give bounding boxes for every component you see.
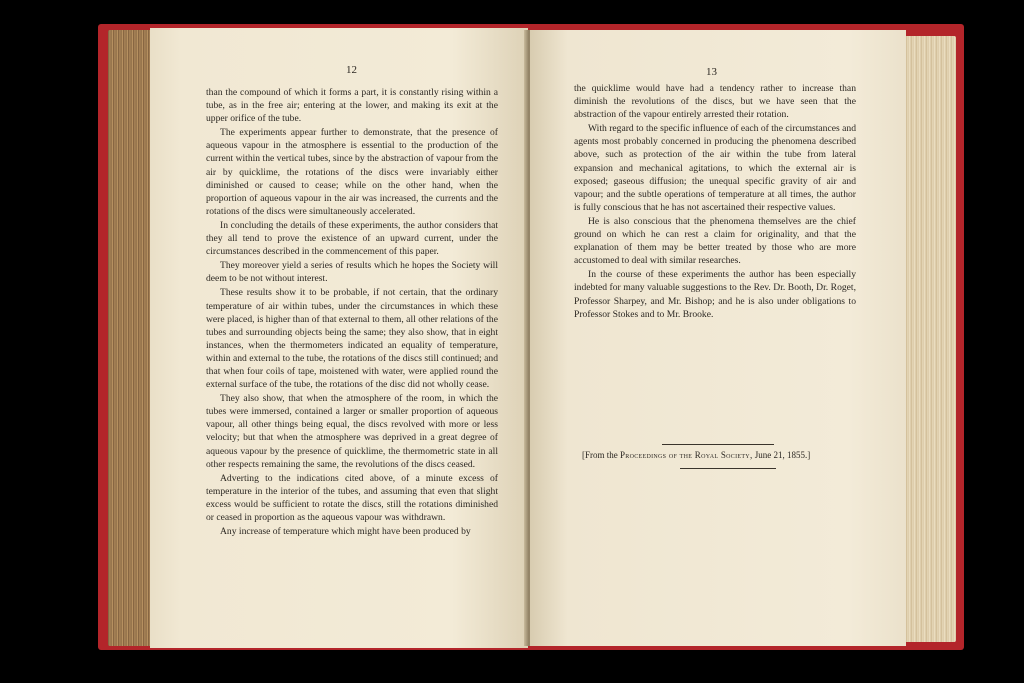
right-page-text <box>574 82 856 321</box>
paragraph: Adverting to the indications cited above, of a minute excess of temperature in the interior of the tubes, and assuming that even that slight excess would be sufficient to rotate the discs, still the rotations diminished or ceased in proportion as the aqueous vapour was withdrawn. <box>206 472 498 523</box>
page-number: 13 <box>706 66 717 78</box>
paragraph: than the compound of which it forms a part, it is constantly rising within a tube, as in the free air; entering at the lower, and making its exit at the upper orifice of the tube. <box>206 87 498 125</box>
paragraph: Any increase of temperature which might have been produced by <box>220 526 471 538</box>
left-page <box>150 28 528 648</box>
source-footnote <box>582 450 862 460</box>
paragraph: These results show it to be probable, if not certain, that the ordinary temperature of air within tubes, under the circumstances in which these were placed, is higher than of that external to them, all other relations of the tubes and surrounding objects being the same; they also show, that in eight instances, when the thermometers indicated an equality of temperature, within and external to the tube, the rotations of the discs still continued; and that when four coils of tape, moistened with water, were applied round the external surface of the tube, the rotations of the disc did not wholly cease. <box>206 287 498 391</box>
paragraph: They also show, that when the atmosphere of the room, in which the tubes were immersed, contained a larger or smaller proportion of aqueous vapour, all other things being equal, the discs revolved with more or less velocity; but that when the atmosphere was deprived in a great degree of aqueous vapour by the presence of quicklime, the thermometric state in all other respects remaining the same, the revolutions of the discs ceased. <box>206 393 498 470</box>
right-page <box>530 30 906 646</box>
paragraph: With regard to the specific influence of each of the circumstances and agents most probably concerned in producing the phenomena described above, such as protection of the air within the tube from lateral expansion and mechanical agitations, to which the external air is exposed; gaseous diffusion; the unequal specific gravity of air and vapour; and the subtle operations of temperature at all times, the author is fully conscious that he has not ascertained their respective values. <box>574 123 856 213</box>
paragraph: the quicklime would have had a tendency rather to increase than diminish the revolutions of the discs, but we have seen that the abstraction of the vapour entirely arrested their rotation. <box>574 83 856 121</box>
paragraph: He is also conscious that the phenomena themselves are the chief ground on which he can rest a claim for originality, and that the explanation of them may be better treated by those who are more accustomed to deal with similar researches. <box>574 215 856 267</box>
footnote-source: Proceedings of the Royal Society, <box>620 450 753 460</box>
paragraph: The experiments appear further to demonstrate, that the presence of aqueous vapour in the atmosphere is essential to the production of the current within the vertical tubes, since by the abstraction of vapour from the air by quicklime, the rotations of the discs were invariably either diminished or caused to cease; while on the other hand, when the proportion of aqueous vapour in the air was increased, the currents and the rotations of the discs were simultaneously accelerated. <box>206 127 498 217</box>
paragraph: They moreover yield a series of results which he hopes the Society will deem to be not without interest. <box>206 260 498 285</box>
page-number: 12 <box>346 64 357 76</box>
footnote-prefix: [From the <box>582 450 618 460</box>
left-page-text <box>206 86 498 538</box>
divider-rule <box>680 468 776 469</box>
divider-rule <box>662 444 774 445</box>
page-edges-right <box>898 36 956 642</box>
paragraph: In concluding the details of these experiments, the author considers that they all tend to prove the existence of an upward current, under the circumstances described in the commencement of this paper. <box>206 219 498 258</box>
footnote-date: June 21, 1855.] <box>754 450 811 460</box>
paragraph: In the course of these experiments the author has been especially indebted for many valuable suggestions to the Rev. Dr. Booth, Dr. Roget, Professor Sharpey, and Mr. Bishop; and he is also under obligations to Professor Stokes and to Mr. Brooke. <box>574 269 856 320</box>
